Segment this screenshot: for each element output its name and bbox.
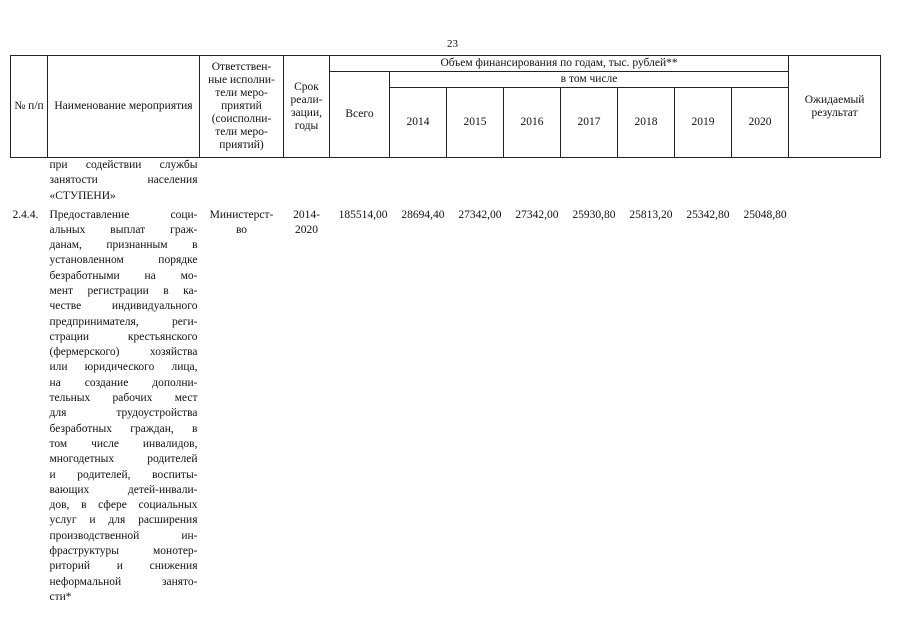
row-number: 2.4.4.	[12, 208, 39, 221]
header-year: 2014	[390, 88, 447, 158]
header-number: № п/п	[11, 56, 48, 158]
header-year: 2015	[447, 88, 504, 158]
header-responsible: Ответствен- ные исполни- тели меро- приятий (соисполни- тели меро- приятий)	[200, 56, 284, 158]
header-total: Всего	[330, 72, 390, 158]
header-year: 2019	[675, 88, 732, 158]
continuation-text: при содействии службы занятости населения «СТУПЕНИ»	[49, 159, 198, 202]
financing-table	[10, 55, 881, 605]
continuation-row	[11, 158, 881, 208]
header-term: Срок реали- зации, годы	[284, 56, 330, 158]
table-row	[11, 208, 881, 606]
header-year: 2020	[732, 88, 789, 158]
row-responsible: Министерст- во	[209, 208, 274, 236]
row-year-value: 28694,40	[401, 208, 445, 221]
header-including: в том числе	[390, 72, 789, 88]
header-name: Наименование мероприятия	[48, 56, 200, 158]
row-name: Предоставление соци- альных выплат граж- данам, признанным в установленном порядке безработными на мо- мент регистрации в ка- честве индивидуального предпринимателя, реги- страции крестьянского (фермерского) хозяйства или юридического лица, на создание дополни- тельных рабочих мест для трудоустройства безработных граждан, в том числе инвалидов, многодетных родителей и родителей, воспиты- вающих детей-инвали- дов, в сфере социальных услуг и для расширения производственной ин- фраструктуры монотер- риторий и снижения неформальной занято- сти*	[49, 208, 198, 603]
row-year-value: 25048,80	[743, 208, 787, 221]
row-term: 2014- 2020	[293, 208, 320, 236]
header-financing: Объем финансирования по годам, тыс. рублей**	[330, 56, 789, 72]
page-number: 23	[447, 38, 458, 50]
row-year-value: 27342,00	[458, 208, 502, 221]
row-year-value: 25930,80	[572, 208, 616, 221]
row-year-value: 25342,80	[686, 208, 730, 221]
row-result	[789, 208, 881, 606]
header-result: Ожидаемый результат	[789, 56, 881, 158]
header-year: 2018	[618, 88, 675, 158]
header-year: 2017	[561, 88, 618, 158]
row-year-value: 25813,20	[629, 208, 673, 221]
row-year-value: 27342,00	[515, 208, 559, 221]
row-total: 185514,00	[338, 208, 388, 221]
header-year: 2016	[504, 88, 561, 158]
